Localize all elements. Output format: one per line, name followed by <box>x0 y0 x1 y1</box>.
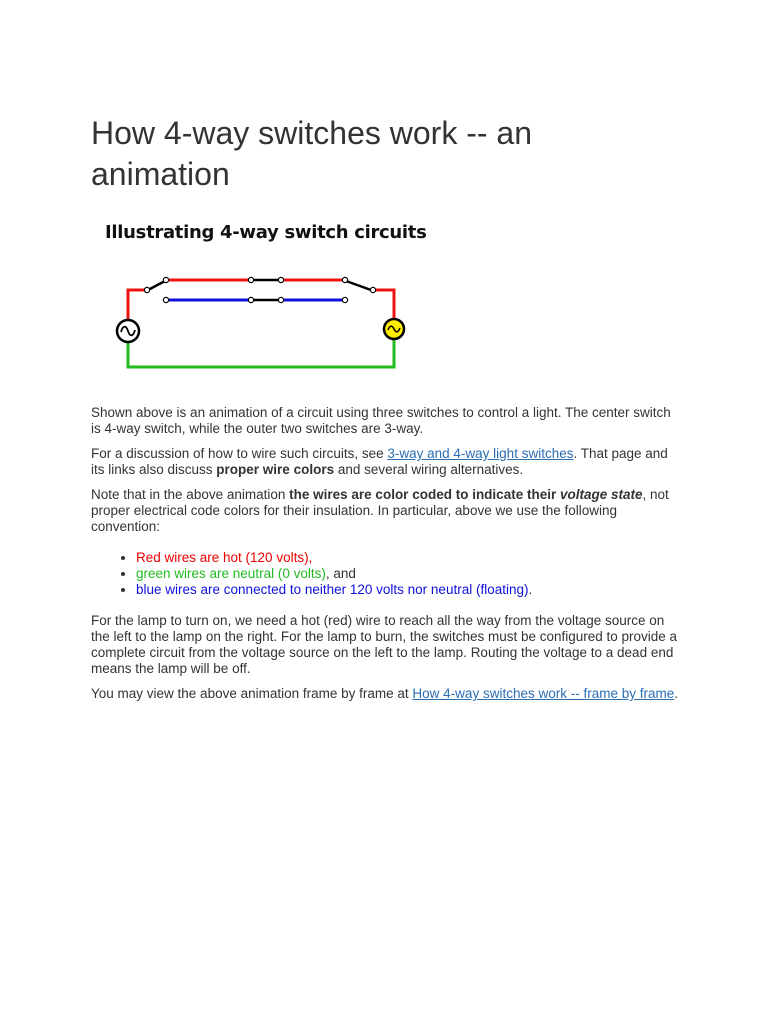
blue-wire-text: blue wires are connected to neither 120 volts nor neutral (floating) <box>136 582 529 597</box>
lamp-icon <box>384 319 404 339</box>
link-frame-by-frame[interactable]: How 4-way switches work -- frame by frame <box>412 686 675 701</box>
text-span: and several wiring alternatives. <box>334 462 524 477</box>
left-hot-wire <box>128 290 146 322</box>
paragraph-intro: Shown above is an animation of a circuit using three switches to control a light. The center switch is 4-way switch, while the outer two switches are 3-way. <box>91 405 671 436</box>
circuit-animation-image <box>91 204 427 396</box>
italic-voltage-state: voltage state <box>559 487 643 502</box>
list-item-blue <box>136 582 681 598</box>
text-span: You may view the above animation frame by frame at <box>91 686 413 701</box>
paragraph-lamp: For the lamp to turn on, we need a hot (red) wire to reach all the way from the voltage source on the left to the lamp on the right. For the lamp to burn, the switches must be configured to provide a complete circuit from the voltage source on the left to the lamp. Routing the voltage to a dead end means the lamp will be off. <box>91 613 678 676</box>
paragraph-discussion <box>91 446 681 478</box>
left-switch-lever <box>148 281 165 290</box>
neutral-wire <box>128 340 394 367</box>
text-span: , and <box>325 566 356 581</box>
ac-source-icon <box>117 320 139 342</box>
color-convention-list <box>91 550 681 598</box>
text-span: Note that in the above animation <box>91 487 290 502</box>
paragraph-frame-link <box>91 686 681 702</box>
right-switch-lever <box>346 281 371 290</box>
red-wire-text: Red wires are hot (120 volts), <box>136 550 313 565</box>
text-span: . That page and its links also discuss <box>91 446 668 477</box>
list-item-green <box>136 566 681 582</box>
bold-color-coded: the wires are color coded to indicate their <box>289 487 560 502</box>
text-span: . <box>674 686 678 701</box>
text-span: For a discussion of how to wire such circuits, see <box>91 446 388 461</box>
text-span: , not proper electrical code colors for their insulation. In particular, above we use the following convention: <box>91 487 669 534</box>
article-body <box>91 405 681 711</box>
right-hot-wire <box>373 290 394 320</box>
list-item-red <box>136 550 681 566</box>
bold-wire-colors: proper wire colors <box>216 462 335 477</box>
circuit-diagram <box>91 204 419 396</box>
figure-title: Illustrating 4-way switch circuits <box>105 222 427 243</box>
paragraph-convention <box>91 487 681 535</box>
link-3way-4way-switches[interactable]: 3-way and 4-way light switches <box>387 446 574 461</box>
page-title: How 4-way switches work -- an animation <box>91 115 532 192</box>
green-wire-text: green wires are neutral (0 volts) <box>136 566 326 581</box>
text-span: . <box>528 582 533 597</box>
